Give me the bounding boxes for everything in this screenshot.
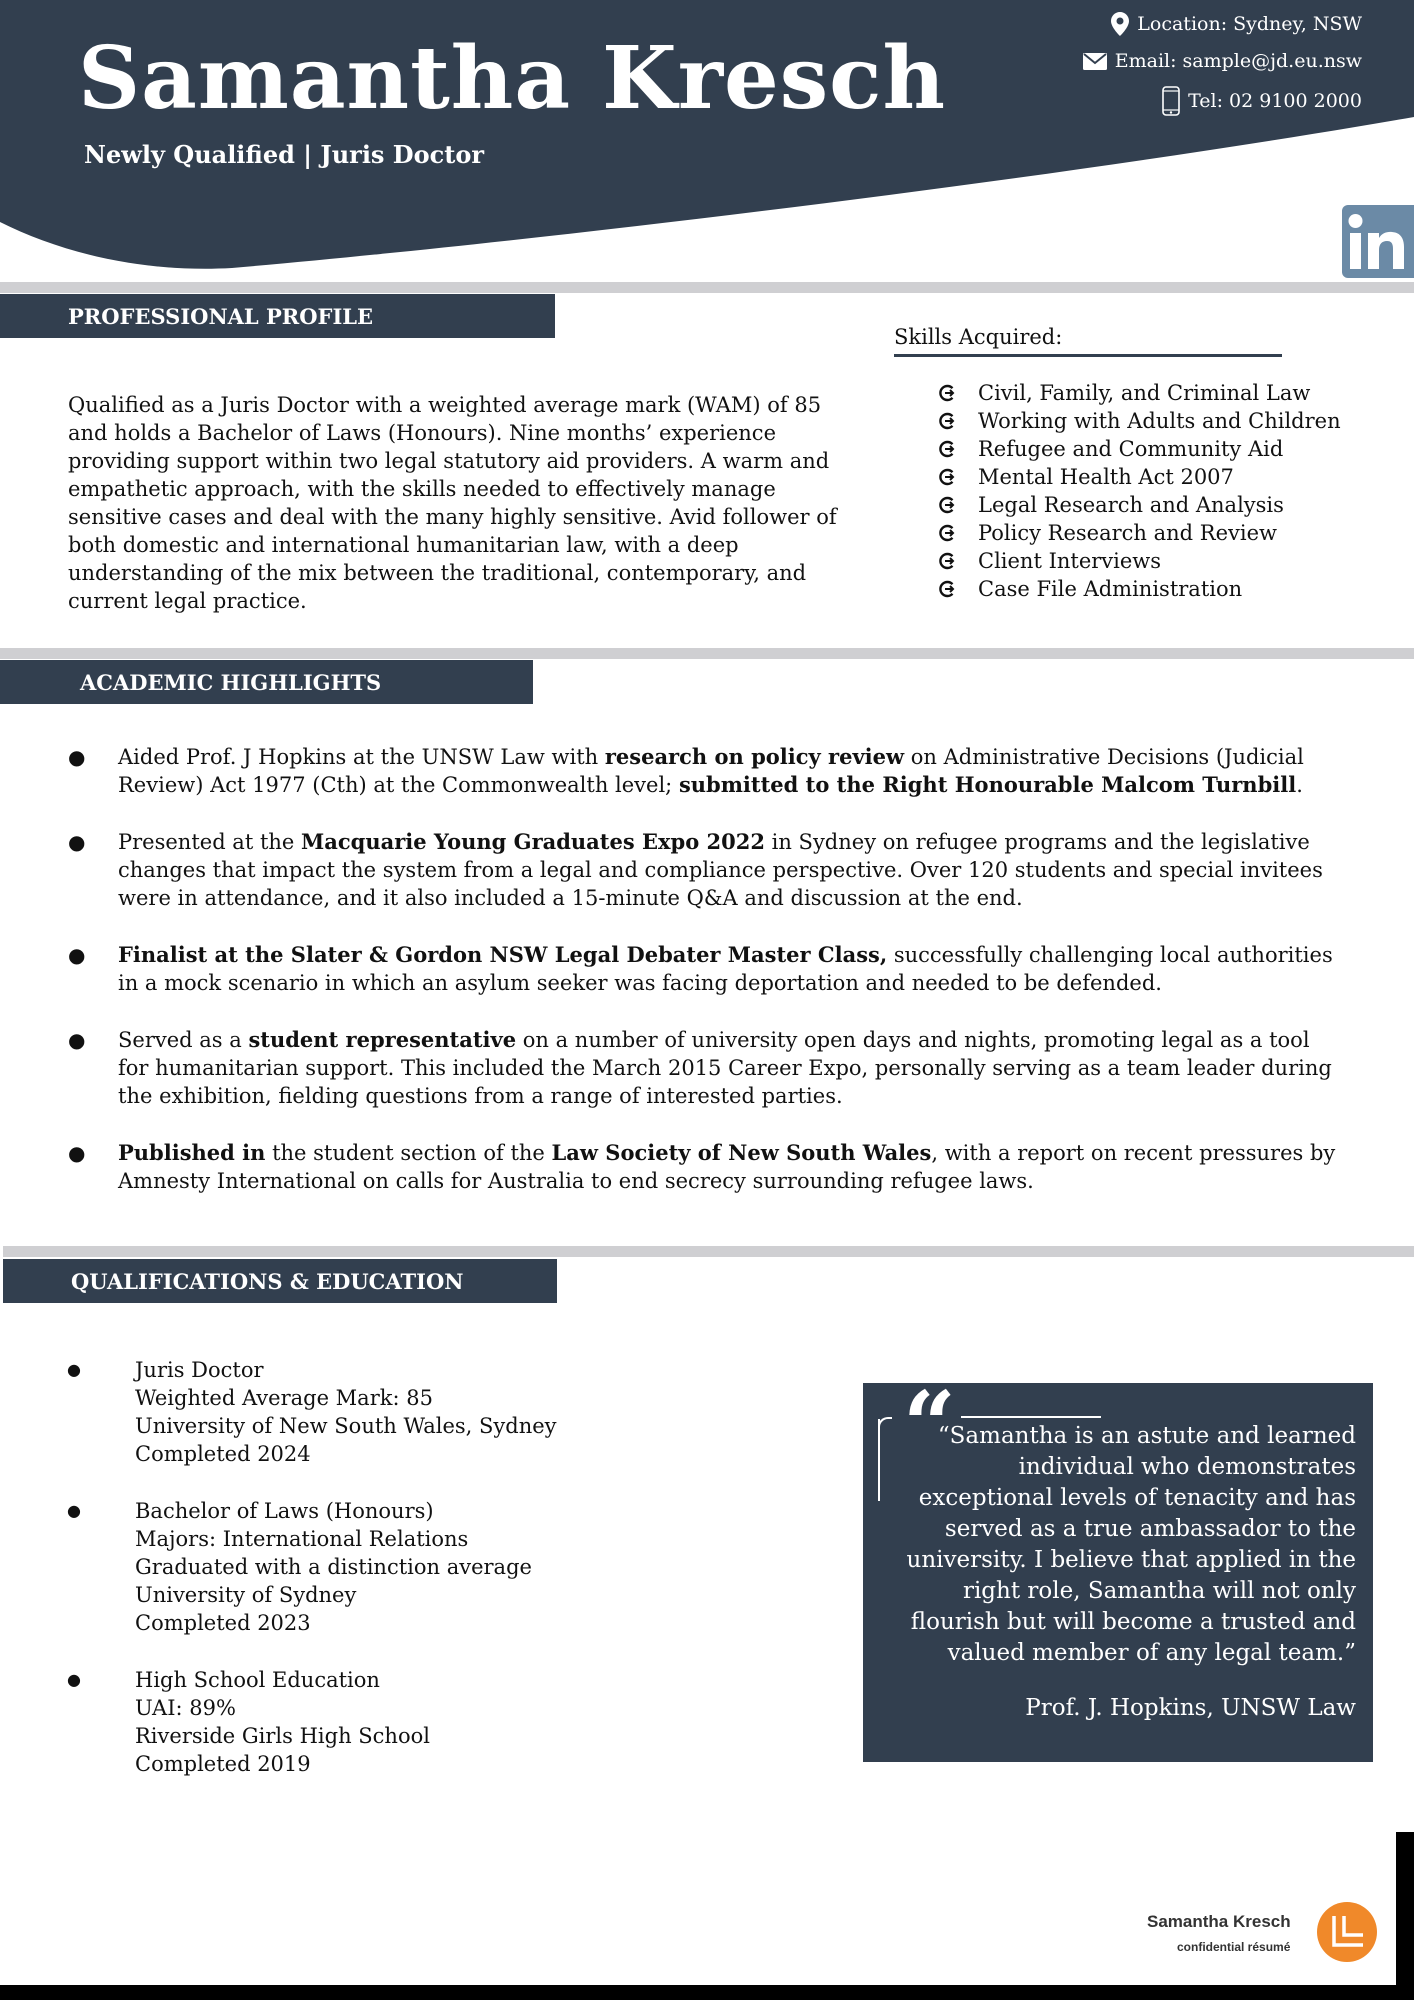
academic-item [68,1139,1340,1195]
academic-item-bold: student representative [248,1027,517,1052]
education-line: Graduated with a distinction average [135,1555,532,1579]
skill-item [938,575,1341,603]
academic-item-bold: Law Society of New South Wales [551,1140,932,1165]
location-pin-icon [1111,12,1129,36]
skills-title: Skills Acquired: [894,325,1063,349]
footer-side-bar [1396,1832,1414,1987]
testimonial-box [863,1371,1373,1762]
circle-arrow-icon [938,496,956,514]
linkedin-icon[interactable] [1342,205,1414,278]
section-divider [0,282,1414,293]
education-line: Riverside Girls High School [135,1724,430,1748]
academic-item-text: Presented at the [118,830,302,854]
footer-subtitle: confidential résumé [1177,1940,1291,1954]
contact-location [1111,12,1362,36]
academic-list [68,743,1340,1224]
testimonial-quote: “Samantha is an astute and learned individual who demonstrates exceptional levels of tenacity and has served as a true ambassador to the university. I believe that applied in the right role, Samantha will not only flourish but will become a trusted and valued member of any legal team.” [906,1423,1356,1666]
bullet-icon: ● [68,830,86,854]
testimonial-author: Prof. J. Hopkins, UNSW Law [1025,1695,1356,1721]
skill-label: Refugee and Community Aid [978,437,1284,461]
education-line: UAI: 89% [135,1696,236,1720]
contact-phone-text: Tel: 02 9100 2000 [1188,90,1362,112]
circle-arrow-icon [938,580,956,598]
education-line: Completed 2023 [135,1611,311,1635]
academic-item-text: Served as a [118,1028,249,1052]
skills-list [938,379,1341,603]
quote-mark-icon: “ [903,1371,956,1479]
bullet-icon: ● [68,745,86,769]
circle-arrow-icon [938,524,956,542]
quote-rule [961,1416,1101,1418]
education-item [67,1666,735,1778]
academic-item-text: . [1296,773,1303,797]
academic-item [68,941,1340,997]
section-heading-profile: PROFESSIONAL PROFILE [0,294,555,338]
profile-text: Qualified as a Juris Doctor with a weighted average mark (WAM) of 85 and holds a Bachelor of Laws (Honours). Nine months’ experience providing support within two legal statutory aid providers. A warm and empathetic approach, with the skills needed to effectively manage sensitive cases and deal with the many highly sensitive. Avid follower of both domestic and international humanitarian law, with a deep understanding of the mix between the traditional, contemporary, and current legal practice. [68,393,837,613]
footer-name: Samantha Kresch [1147,1912,1291,1931]
bullet-icon: ● [68,1028,86,1052]
bullet-icon: ● [67,1360,81,1379]
email-icon [1083,53,1107,70]
section-divider [0,648,1414,659]
education-line: University of New South Wales, Sydney [135,1414,557,1438]
academic-item-text: Aided Prof. J Hopkins at the UNSW Law with [118,745,605,769]
skill-item [938,463,1341,491]
academic-item [68,1026,1340,1110]
education-line: Completed 2019 [135,1752,311,1776]
academic-item-text: , with a report on recent pressures by Amnesty International on calls for Australia to end secrecy surrounding refugee laws. [118,1141,1336,1193]
circle-arrow-icon [938,384,956,402]
candidate-subtitle: Newly Qualified | Juris Doctor [84,140,484,169]
section-divider [3,1246,1414,1257]
academic-item-bold: Published in [118,1140,266,1165]
contact-phone [1162,86,1362,116]
academic-item-text: on a number of university open days and nights, promoting legal as a tool for humanitarian support. This included the March 2015 Career Expo, personally serving as a team leader during the exhibition, fielding questions from a range of interested parties. [118,1028,1332,1108]
skill-label: Legal Research and Analysis [978,493,1284,517]
circle-arrow-icon [938,552,956,570]
academic-item-text: in Sydney on refugee programs and the legislative changes that impact the system from a legal and compliance perspective. Over 120 students and special invitees were in attendance, and it also included a 15-minute Q&A and discussion at the end. [118,830,1323,910]
education-item [67,1356,735,1468]
academic-item [68,828,1340,912]
circle-arrow-icon [938,468,956,486]
education-line: Completed 2024 [135,1442,311,1466]
education-line: University of Sydney [135,1583,357,1607]
skill-item [938,519,1341,547]
bullet-icon: ● [68,943,86,967]
academic-item-bold: submitted to the Right Honourable Malcom Turnbill [678,772,1297,797]
academic-item-text: the student section of the [265,1141,552,1165]
skill-label: Policy Research and Review [978,521,1278,545]
footer-bar [0,1985,1414,2000]
education-line: High School Education [135,1668,380,1692]
skill-label: Case File Administration [978,577,1243,601]
skill-label: Civil, Family, and Criminal Law [978,381,1311,405]
academic-item-bold: Finalist at the Slater & Gordon NSW Legal Debater Master Class, [118,942,888,967]
bullet-icon: ● [68,1141,86,1165]
bullet-icon: ● [67,1670,81,1689]
academic-item [68,743,1340,799]
skills-underline [894,354,1282,357]
contact-email [1083,50,1362,72]
academic-item-text: on Administrative Decisions (Judicial Review) Act 1977 (Cth) at the Commonwealth level; [118,745,1304,797]
contact-location-text: Location: Sydney, NSW [1137,13,1362,35]
education-line: Weighted Average Mark: 85 [135,1386,433,1410]
skill-label: Mental Health Act 2007 [978,465,1234,489]
skill-item [938,435,1341,463]
circle-arrow-icon [938,440,956,458]
section-heading-academic: ACADEMIC HIGHLIGHTS [0,660,533,704]
education-list [67,1356,735,1807]
phone-icon [1162,86,1180,116]
quote-bracket-line [878,1419,880,1501]
skill-label: Client Interviews [978,549,1162,573]
education-line: Bachelor of Laws (Honours) [135,1499,434,1523]
skill-item [938,379,1341,407]
skill-item [938,547,1341,575]
contact-email-text[interactable]: Email: sample@jd.eu.nsw [1114,50,1362,72]
bullet-icon: ● [67,1501,81,1520]
skill-label: Working with Adults and Children [978,409,1341,433]
skill-item [938,407,1341,435]
education-item [67,1497,735,1637]
education-line: Majors: International Relations [135,1527,469,1551]
academic-item-bold: Macquarie Young Graduates Expo 2022 [301,829,765,854]
circle-arrow-icon [938,412,956,430]
education-line: Juris Doctor [135,1358,264,1382]
candidate-name: Samantha Kresch [78,28,947,129]
skill-item [938,491,1341,519]
academic-item-bold: research on policy review [604,744,905,769]
section-heading-education: QUALIFICATIONS & EDUCATION [3,1259,557,1303]
academic-item-text: successfully challenging local authorities in a mock scenario in which an asylum seeker was facing deportation and needed to be defended. [118,943,1333,995]
ll-logo-icon [1317,1902,1377,1962]
